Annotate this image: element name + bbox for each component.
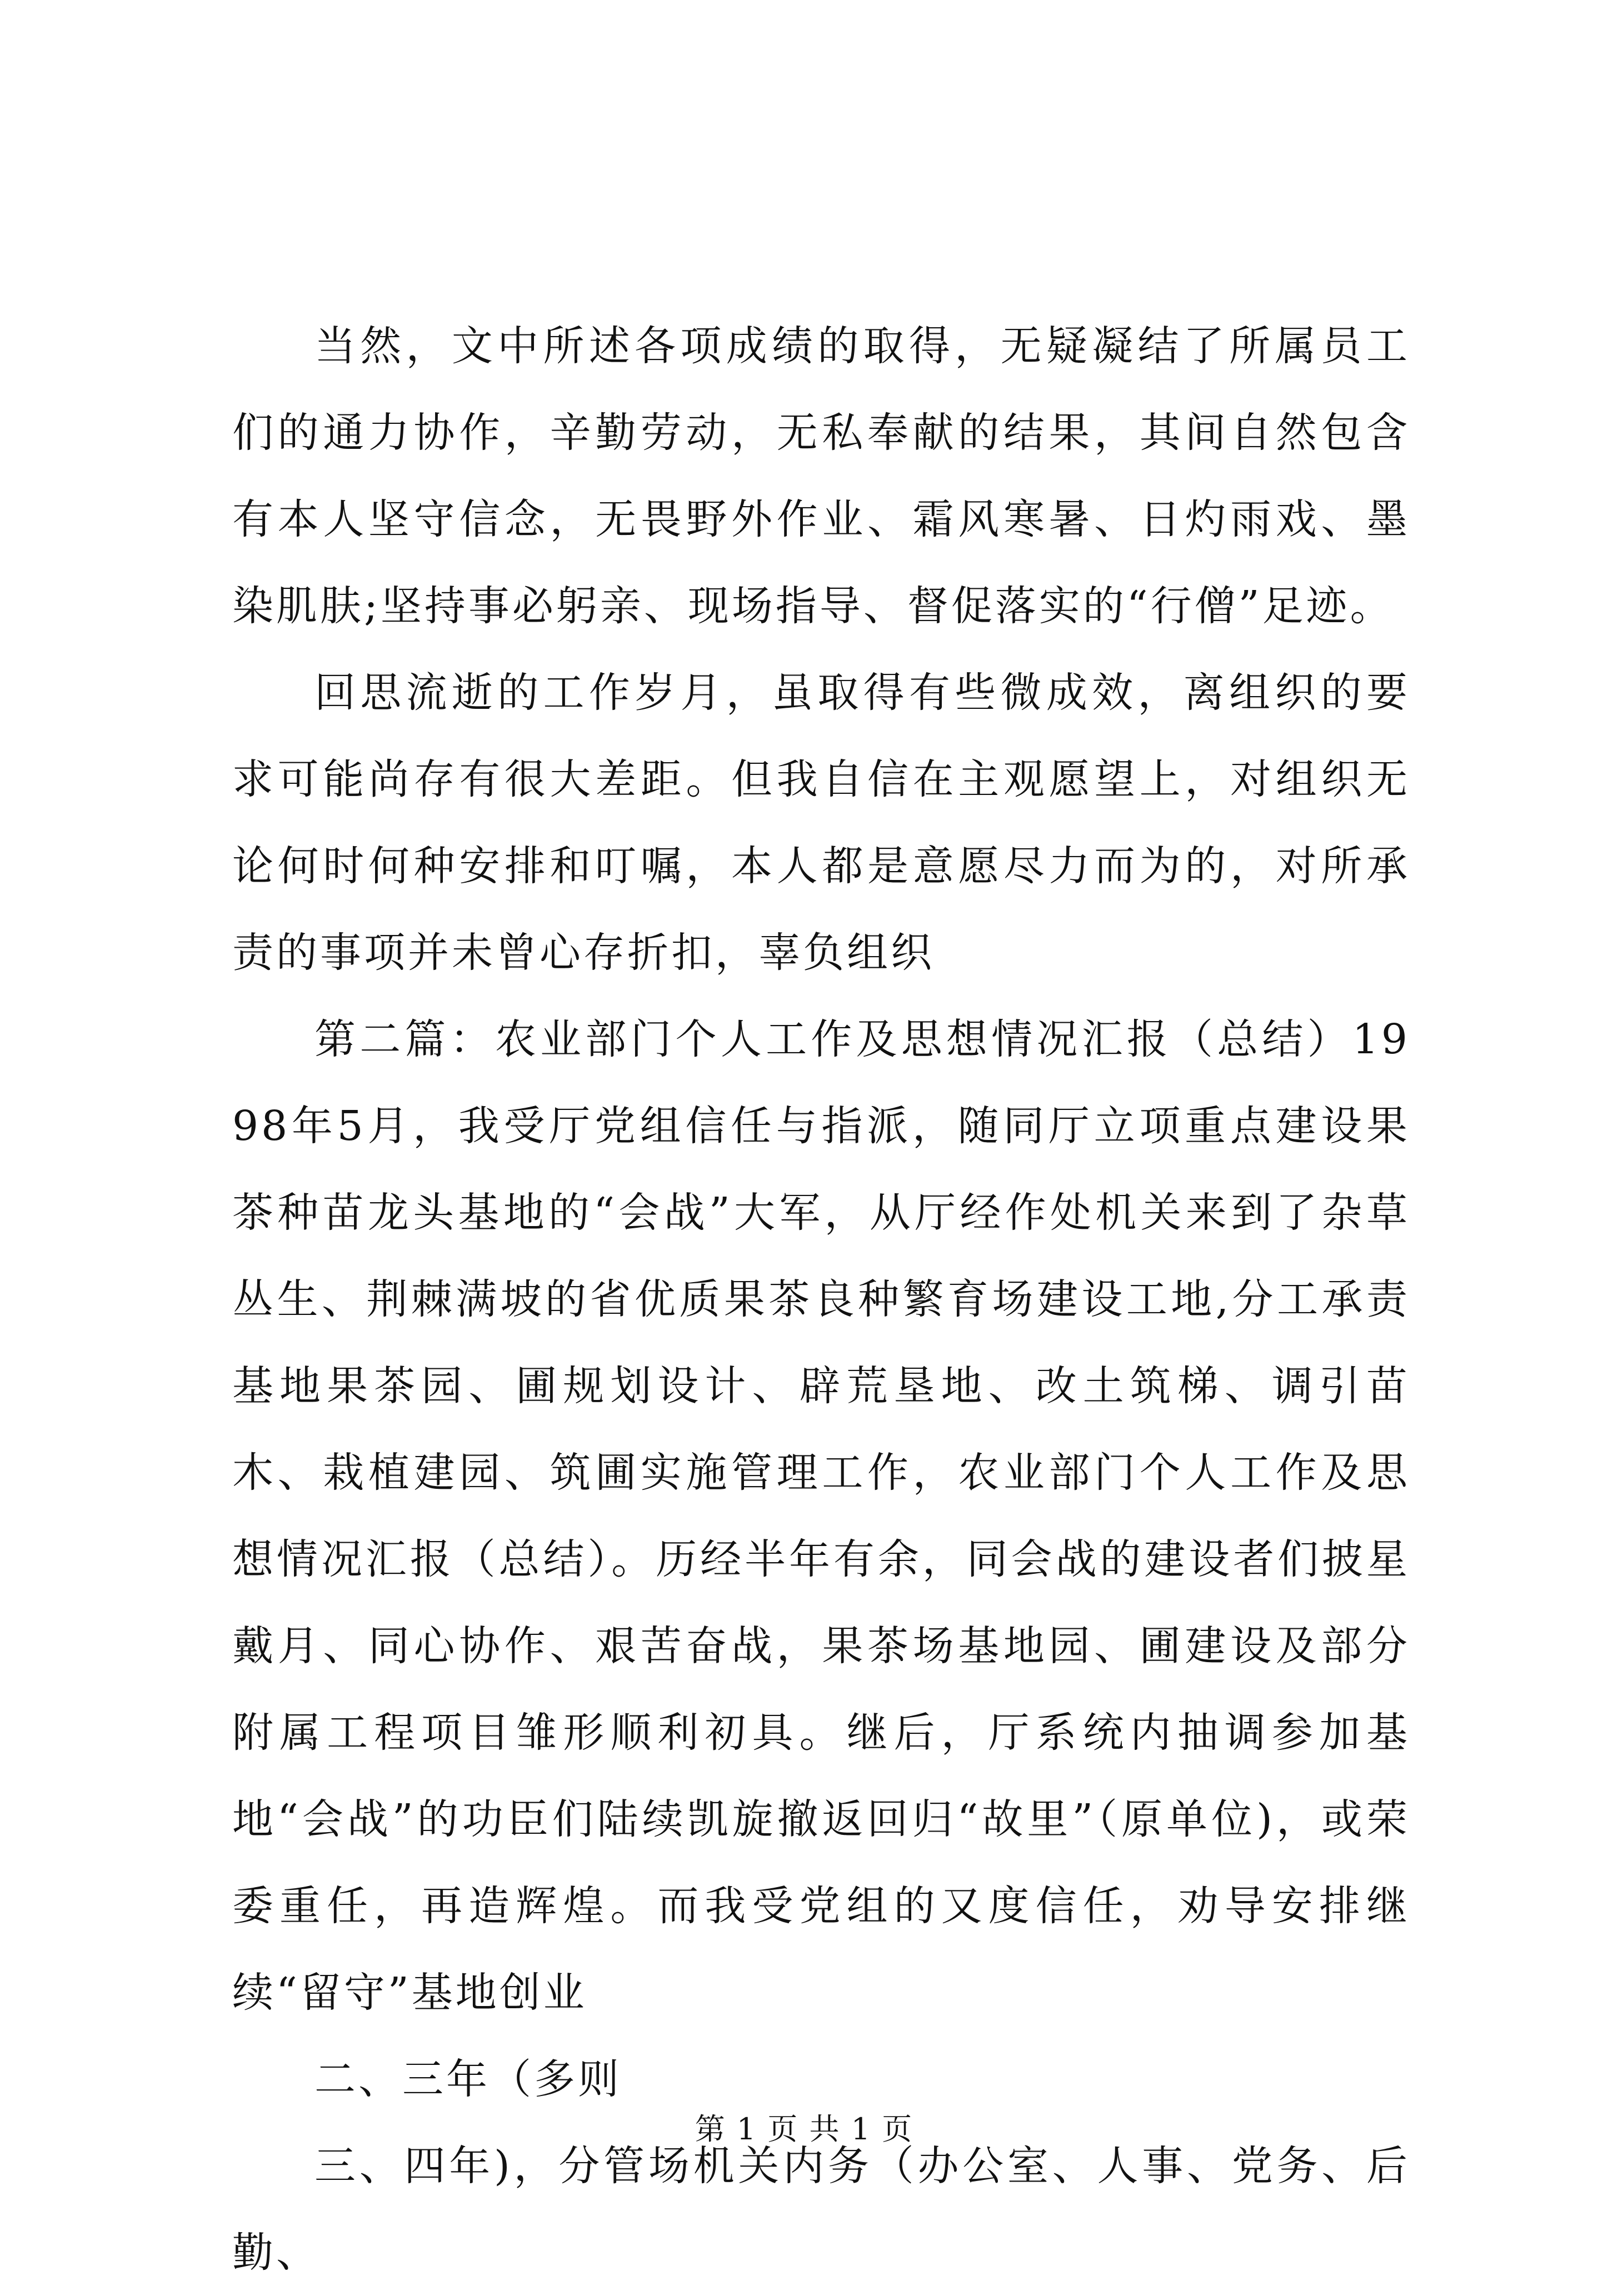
document-body xyxy=(232,303,1410,2296)
page-footer: 第 1 页 共 1 页 xyxy=(695,2112,913,2147)
paragraph-4: 二、三年（多则 xyxy=(314,2055,622,2103)
paragraph-3: 第二篇：农业部门个人工作及思想情况汇报（总结）1998年5月，我受厅党组信任与指派，随同厅立项重点建设果茶种苗龙头基地的“会战”大军，从厅经作处机关来到了杂草丛生、荆棘满坡的省优质果茶良种繁育场建设工地,分工承责基地果茶园、圃规划设计、辟荒垦地、改土筑梯、调引苗木、栽植建园、筑圃实施管理工作，农业部门个人工作及思想情况汇报（总结）。历经半年有余，同会战的建设者们披星戴月、同心协作、艰苦奋战，果茶场基地园、圃建设及部分附属工程项目雏形顺利初具。继后，厅系统内抽调参加基地“会战”的功臣们陆续凯旋撤返回归“故里”（原单位)，或荣委重任，再造辉煌。而我受党组的又度信任，劝导安排继续“留守”基地创业 xyxy=(232,1016,1410,2017)
paragraph-2: 回思流逝的工作岁月，虽取得有些微成效，离组织的要求可能尚存有很大差距。但我自信在主观愿望上，对组织无论何时何种安排和叮嘱，本人都是意愿尽力而为的，对所承责的事项并未曾心存折扣，辜负组织 xyxy=(232,669,1410,977)
paragraph-5: 三、四年)，分管场机关内务（办公室、人事、党务、后勤、 xyxy=(232,2142,1410,2277)
paragraph-1: 当然，文中所述各项成绩的取得，无疑凝结了所属员工们的通力协作，辛勤劳动，无私奉献的结果，其间自然包含有本人坚守信念，无畏野外作业、霜风寒暑、日灼雨戏、墨染肌肤;坚持事必躬亲、现场指导、督促落实的“行僧”足迹。 xyxy=(232,322,1410,630)
